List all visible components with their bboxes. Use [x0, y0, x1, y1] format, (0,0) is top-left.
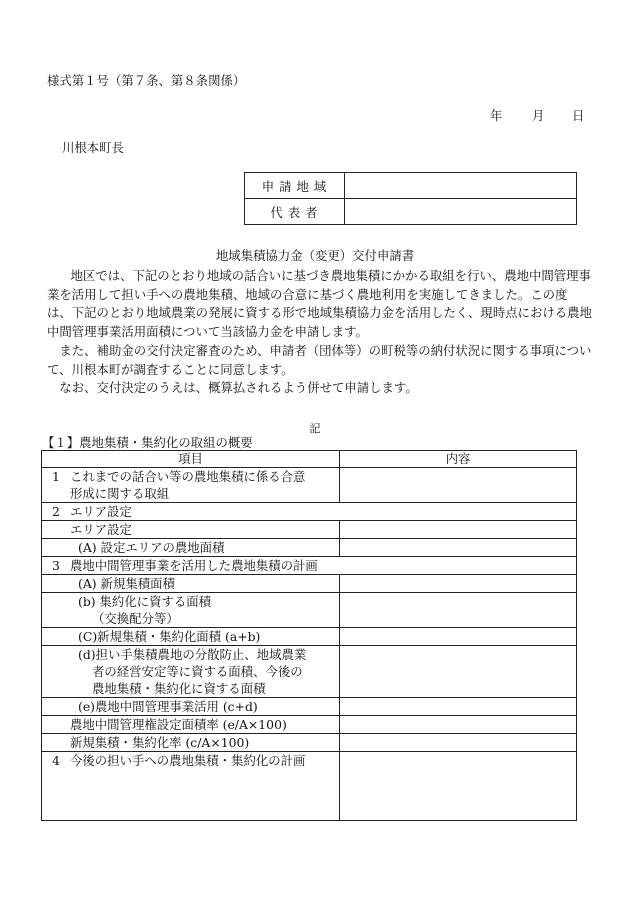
content-cell[interactable]: [340, 646, 577, 698]
row-label-line: 農地中間管理事業を活用した農地集積の計画: [70, 558, 318, 573]
row-label: [42, 503, 577, 521]
row-label: [42, 557, 577, 575]
table-row: [42, 698, 577, 716]
row-label: [42, 752, 340, 821]
row-label: [42, 468, 340, 503]
content-cell[interactable]: [340, 734, 577, 752]
applicant-area-label: 申請地域: [245, 173, 345, 199]
table-row: [42, 521, 577, 539]
row-label-line: (b) 集約化に資する面積: [78, 594, 212, 609]
row-label-line: 農地集積・集約化に資する面積: [92, 681, 266, 696]
row-label: (A) 新規集積面積: [42, 575, 340, 593]
body-paragraph-3: なお、交付決定のうえは、概算払されるよう併せて申請します。: [59, 380, 418, 396]
content-cell[interactable]: [340, 716, 577, 734]
table-row: [42, 575, 577, 593]
content-cell[interactable]: [340, 698, 577, 716]
document-title: 地域集積協力金（変更）交付申請書: [215, 248, 415, 263]
applicant-area-field[interactable]: [345, 173, 577, 199]
table-row: [42, 628, 577, 646]
outline-table: [41, 450, 577, 821]
row-label: [42, 593, 340, 628]
table-row: [42, 468, 577, 503]
row-label-line: (d)担い手集積農地の分散防止、地域農業: [78, 647, 307, 662]
table-row: [42, 503, 577, 521]
body-text: [47, 267, 592, 398]
body-paragraph-1: 地区では、下記のとおり地域の話合いに基づき農地集積にかかる取組を行い、農地中間管理事業を活用して担い手への農地集積、地域の合意に基づく農地利用を実施してきました。この度は、下記のとおり地域農業の発展に資する形で地域集積協力金を活用したく、現時点における農地中間管理事業活用面積について当該協力金を申請します。: [47, 268, 592, 340]
row-label-line: 形成に関する取組: [70, 486, 170, 501]
row-label: (e)農地中間管理事業活用 (c+d): [42, 698, 340, 716]
table-row: [42, 646, 577, 698]
content-cell[interactable]: [340, 521, 577, 539]
table-row: [42, 734, 577, 752]
row-number: 1: [52, 469, 60, 484]
row-number: 3: [52, 558, 60, 573]
table-row: [42, 539, 577, 557]
table-row: [42, 557, 577, 575]
body-paragraph-2: また、補助金の交付決定審査のため、申請者（団体等）の町税等の納付状況に関する事項について、川根本町が調査することに同意します。: [47, 342, 592, 377]
date-day-label: 日: [572, 108, 585, 123]
table-row: [42, 716, 577, 734]
content-cell[interactable]: [340, 752, 577, 821]
row-label-line: エリア設定: [70, 504, 132, 519]
form-number: 様式第１号（第７条、第８条関係）: [47, 73, 246, 88]
row-label: (C)新規集積・集約化面積 (a+b): [42, 628, 340, 646]
row-label: エリア設定: [42, 521, 340, 539]
row-label-line: （交換配分等）: [92, 611, 179, 626]
ki-mark: 記: [309, 422, 321, 435]
content-cell[interactable]: [340, 593, 577, 628]
row-label: 新規集積・集約化率 (c/A×100): [42, 734, 340, 752]
content-cell[interactable]: [340, 539, 577, 557]
row-label-line: 者の経営安定等に資する面積、今後の: [92, 664, 303, 679]
addressee: 川根本町長: [62, 140, 124, 155]
table-row: [42, 752, 577, 821]
header-item: 項目: [42, 451, 340, 468]
row-label-line: 今後の担い手への農地集積・集約化の計画: [70, 753, 306, 768]
table-row: [42, 593, 577, 628]
content-cell[interactable]: [340, 468, 577, 503]
date-month-label: 月: [532, 108, 545, 123]
row-label-line: これまでの話合い等の農地集積に係る合意: [70, 469, 306, 484]
row-number: 4: [52, 753, 60, 768]
row-number: 2: [52, 504, 60, 519]
content-cell[interactable]: [340, 575, 577, 593]
row-label: 農地中間管理権設定面積率 (e/A×100): [42, 716, 340, 734]
date-year-label: 年: [490, 108, 503, 123]
applicant-rep-field[interactable]: [345, 199, 577, 225]
row-label: [42, 646, 340, 698]
applicant-table: [244, 172, 577, 225]
row-label: (A) 設定エリアの農地面積: [42, 539, 340, 557]
content-cell[interactable]: [340, 628, 577, 646]
applicant-rep-label: 代表者: [245, 199, 345, 225]
header-content: 内容: [340, 451, 577, 468]
section-title: 【１】農地集積・集約化の取組の概要: [42, 435, 253, 450]
